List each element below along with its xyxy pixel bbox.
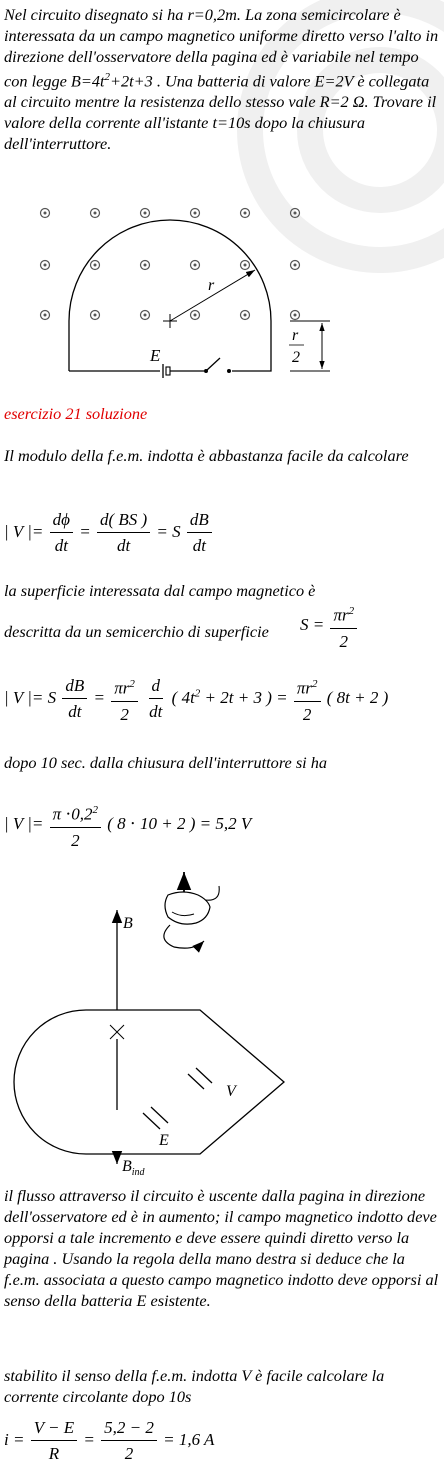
circuit-outline — [14, 1010, 284, 1154]
equation-2: | V |= S $\frac{dB}{dt}$ = $\frac{\pi r^2}{2}$ $\frac{d}{dt}$ ( $4t^2 + 2t + 3$ ) = $\frac{\pi r^2}{2}$ ( 8t + 2 ) — [4, 674, 388, 725]
circuit-diagram — [0, 195, 444, 410]
field-dots — [41, 209, 300, 320]
paragraph-flux: il flusso attraverso il circuito è uscente dalla pagina in direzione dell'osservatore ed è in aumento; il campo magnetico indotto deve opporsi a tale incremento e deve essere quindi diretto verso la pagina . Usando la regola della mano destra si deduce che la f.e.m. associata a questo campo magnetico indotto deve opporsi al senso della batteria E esistente. — [4, 1186, 439, 1310]
label-E2: E — [159, 1132, 169, 1149]
battery-symbol — [163, 364, 170, 378]
circuit-wire — [69, 220, 271, 371]
battery-E-symbol — [143, 1107, 168, 1129]
area-formula: S = $\frac{\pi r^2}{2}$ — [300, 601, 359, 652]
battery-V-symbol — [188, 1068, 212, 1089]
paragraph-surface: la superficie interessata dal campo magnetico è — [4, 581, 316, 600]
field-direction-diagram — [0, 870, 444, 1170]
problem-text: Nel circuito disegnato si ha r=0,2m. La zona semicircolare è interessata da un campo magnetico uniforme diretto verso l'alto in direzione dell'osservatore della pagina ed è variabile nel tempo con legge $B=4t^2+2t+3$ . Una batteria di valore E=2V è collegata al circuito mentre la resistenza dello stesso vale R=2 Ω. Trovare il valore della corrente all'istante t=10s dopo la chiusura dell'interruttore. — [4, 5, 439, 154]
label-r-half-den: 2 — [292, 349, 300, 366]
equation-1: | V |= $\frac{d\phi}{dt}$ = $\frac{d( BS )}{dt}$ = S $\frac{dB}{dt}$ — [4, 510, 214, 556]
label-V: V — [226, 1083, 236, 1100]
equation-3: | V |= $\frac{\pi \cdot 0,2^2}{2}$ ( 8 ⋅ 10 + 2 ) = 5,2 V — [4, 800, 251, 851]
equation-4: i = $\frac{V - E}{R}$ = $\frac{5,2 - 2}{2}$ = 1,6 A — [4, 1418, 215, 1463]
label-r: r — [208, 277, 215, 294]
right-hand-icon — [164, 872, 219, 948]
label-B: B — [123, 915, 133, 932]
label-Bind: $B_{ind}$ — [122, 1158, 145, 1179]
paragraph-after-10s: dopo 10 sec. dalla chiusura dell'interruttore si ha — [4, 753, 328, 772]
switch-symbol — [204, 358, 231, 373]
label-r-half-num: r — [292, 327, 299, 344]
paragraph-semicircle: descritta da un semicerchio di superficie — [4, 622, 269, 641]
paragraph-fem: Il modulo della f.e.m. indotta è abbastanza facile da calcolare — [4, 446, 409, 465]
label-E: E — [150, 346, 161, 365]
paragraph-current: stabilito il senso della f.e.m. indotta V è facile calcolare la corrente circolante dopo 10s — [4, 1366, 385, 1406]
solution-title: esercizio 21 soluzione — [4, 404, 148, 423]
center-cross — [110, 1025, 124, 1039]
